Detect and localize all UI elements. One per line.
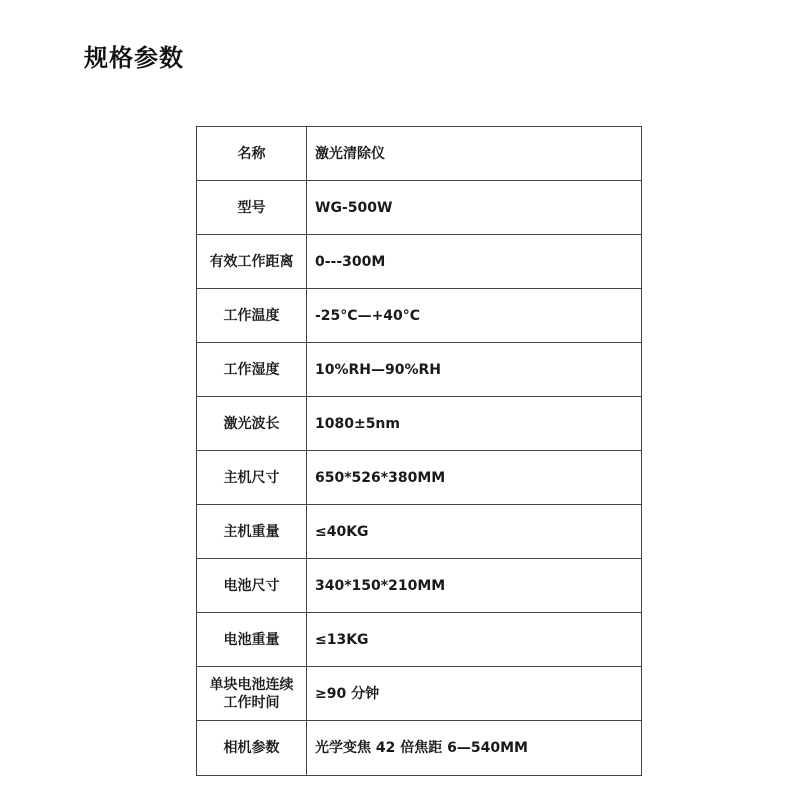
table-row [197, 343, 642, 397]
spec-value: ≤40KG [307, 505, 642, 559]
table-row [197, 613, 642, 667]
spec-label: 型号 [197, 181, 307, 235]
spec-value: ≤13KG [307, 613, 642, 667]
table-row [197, 289, 642, 343]
spec-label: 主机尺寸 [197, 451, 307, 505]
page-title: 规格参数 [84, 44, 184, 72]
table-row [197, 181, 642, 235]
spec-value: ≥90 分钟 [307, 667, 642, 721]
spec-label: 相机参数 [197, 721, 307, 776]
spec-label: 工作湿度 [197, 343, 307, 397]
table-row [197, 721, 642, 776]
spec-value: WG-500W [307, 181, 642, 235]
table-row [197, 235, 642, 289]
table-row [197, 667, 642, 721]
spec-label-multiline [197, 667, 307, 721]
spec-label: 工作温度 [197, 289, 307, 343]
spec-value: 光学变焦 42 倍焦距 6—540MM [307, 721, 642, 776]
spec-label-line: 工作时间 [223, 694, 280, 711]
spec-label: 主机重量 [197, 505, 307, 559]
table-row [197, 559, 642, 613]
spec-label: 名称 [197, 127, 307, 181]
spec-value: 10%RH—90%RH [307, 343, 642, 397]
spec-value: 650*526*380MM [307, 451, 642, 505]
spec-value: -25°C—+40°C [307, 289, 642, 343]
spec-label: 电池重量 [197, 613, 307, 667]
spec-value: 激光清除仪 [307, 127, 642, 181]
table-row [197, 451, 642, 505]
spec-label: 电池尺寸 [197, 559, 307, 613]
spec-label: 激光波长 [197, 397, 307, 451]
table-row [197, 127, 642, 181]
table-row [197, 397, 642, 451]
spec-value: 340*150*210MM [307, 559, 642, 613]
spec-value: 0---300M [307, 235, 642, 289]
spec-value: 1080±5nm [307, 397, 642, 451]
spec-label: 有效工作距离 [197, 235, 307, 289]
spec-table [196, 126, 642, 776]
spec-label-line: 单块电池连续 [209, 676, 294, 693]
table-row [197, 505, 642, 559]
